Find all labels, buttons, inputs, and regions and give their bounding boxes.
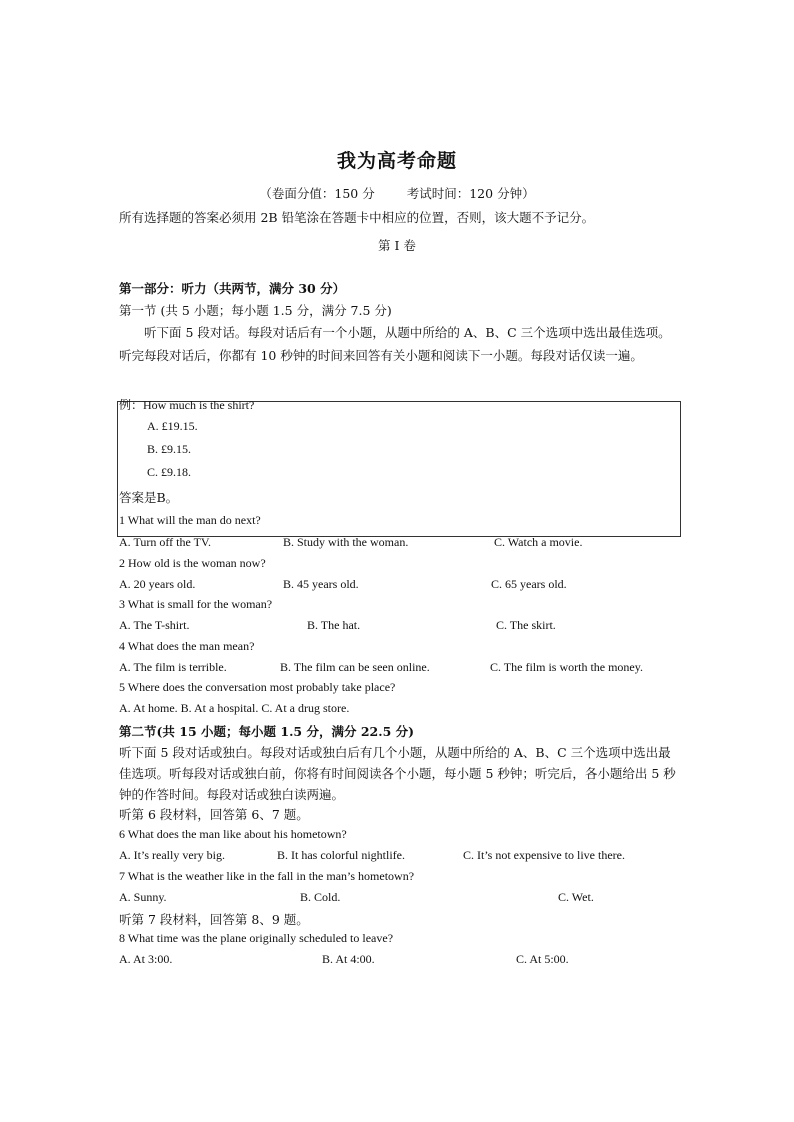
q3-option-a: A. The T-shirt. [119,618,190,632]
example-answer: 答案是B。 [119,490,179,505]
q8-option-a: A. At 3:00. [119,952,173,966]
q7-option-a: A. Sunny. [119,890,167,904]
question-5: 5 Where does the conversation most probably take place? [119,680,396,694]
question-7: 7 What is the weather like in the fall in the man’s hometown? [119,869,415,883]
q8-option-b: B. At 4:00. [322,952,375,966]
example-option-c: C. £9.18. [147,465,192,479]
q7-option-b: B. Cold. [300,890,341,904]
q1-option-b: B. Study with the woman. [283,535,409,549]
section2-instructions: 听下面 5 段对话或独白。每段对话或独白后有几个小题，从题中所给的 A、B、C 三个选项中选出最佳选项。听每段对话或独白前，你将有时间阅读各个小题，每小题 5 秒钟；听完后，各小题给出 5 秒钟的作答时间。每段对话或独白读两遍。 [119,745,676,802]
page-title: 我为高考命题 [336,150,457,172]
example-option-b: B. £9.15. [147,442,192,456]
question-2: 2 How old is the woman now? [119,556,266,570]
q6-option-c: C. It’s not expensive to live there. [463,848,625,862]
q5-options: A. At home. B. At a hospital. C. At a drug store. [119,701,350,715]
material-7-note: 听第 7 段材料，回答第 8、9 题。 [119,912,309,927]
section1-heading-text: 第一节 (共 5 小题；每小题 1.5 分，满分 7.5 分) [119,303,392,318]
material-6-note: 听第 6 段材料，回答第 6、7 题。 [119,807,309,822]
volume-label: 第 I 卷 [378,238,416,253]
part1-heading: 第一部分：听力（共两节，满分 30 分） [119,281,346,296]
q2-option-b: B. 45 years old. [283,577,359,591]
section2-heading: 第二节(共 15 小题；每小题 1.5 分，满分 22.5 分) [119,724,415,739]
q1-option-c: C. Watch a movie. [494,535,583,549]
section1-heading [119,301,392,319]
q7-option-c: C. Wet. [558,890,594,904]
q4-option-a: A. The film is terrible. [119,660,227,674]
score-info: （卷面分值：150 分 [259,186,375,201]
q6-option-b: B. It has colorful nightlife. [277,848,405,862]
answer-notice: 所有选择题的答案必须用 2B 铅笔涂在答题卡中相应的位置，否则，该大题不予记分。 [119,210,595,225]
question-8: 8 What time was the plane originally scheduled to leave? [119,931,394,945]
section1-instructions: 听下面 5 段对话。每段对话后有一个小题，从题中所给的 A、B、C 三个选项中选出最佳选项。听完每段对话后，你都有 10 秒钟的时间来回答有关小题和阅读下一小题。每段对话仅读一遍。 [119,325,671,363]
question-1: 1 What will the man do next? [119,513,261,527]
example-question: 例：How much is the shirt? [119,398,255,412]
question-6: 6 What does the man like about his hometown? [119,827,347,841]
q8-option-c: C. At 5:00. [516,952,569,966]
time-info: 考试时间：120 分钟） [406,186,535,201]
q4-option-b: B. The film can be seen online. [280,660,430,674]
q2-option-a: A. 20 years old. [119,577,196,591]
question-4: 4 What does the man mean? [119,639,255,653]
q1-option-a: A. Turn off the TV. [119,535,212,549]
exam-meta [0,184,794,202]
q6-option-a: A. It’s really very big. [119,848,225,862]
q4-option-c: C. The film is worth the money. [490,660,643,674]
example-option-a: A. £19.15. [147,419,198,433]
q3-option-b: B. The hat. [307,618,361,632]
q3-option-c: C. The skirt. [496,618,556,632]
q2-option-c: C. 65 years old. [491,577,567,591]
question-3: 3 What is small for the woman? [119,597,273,611]
